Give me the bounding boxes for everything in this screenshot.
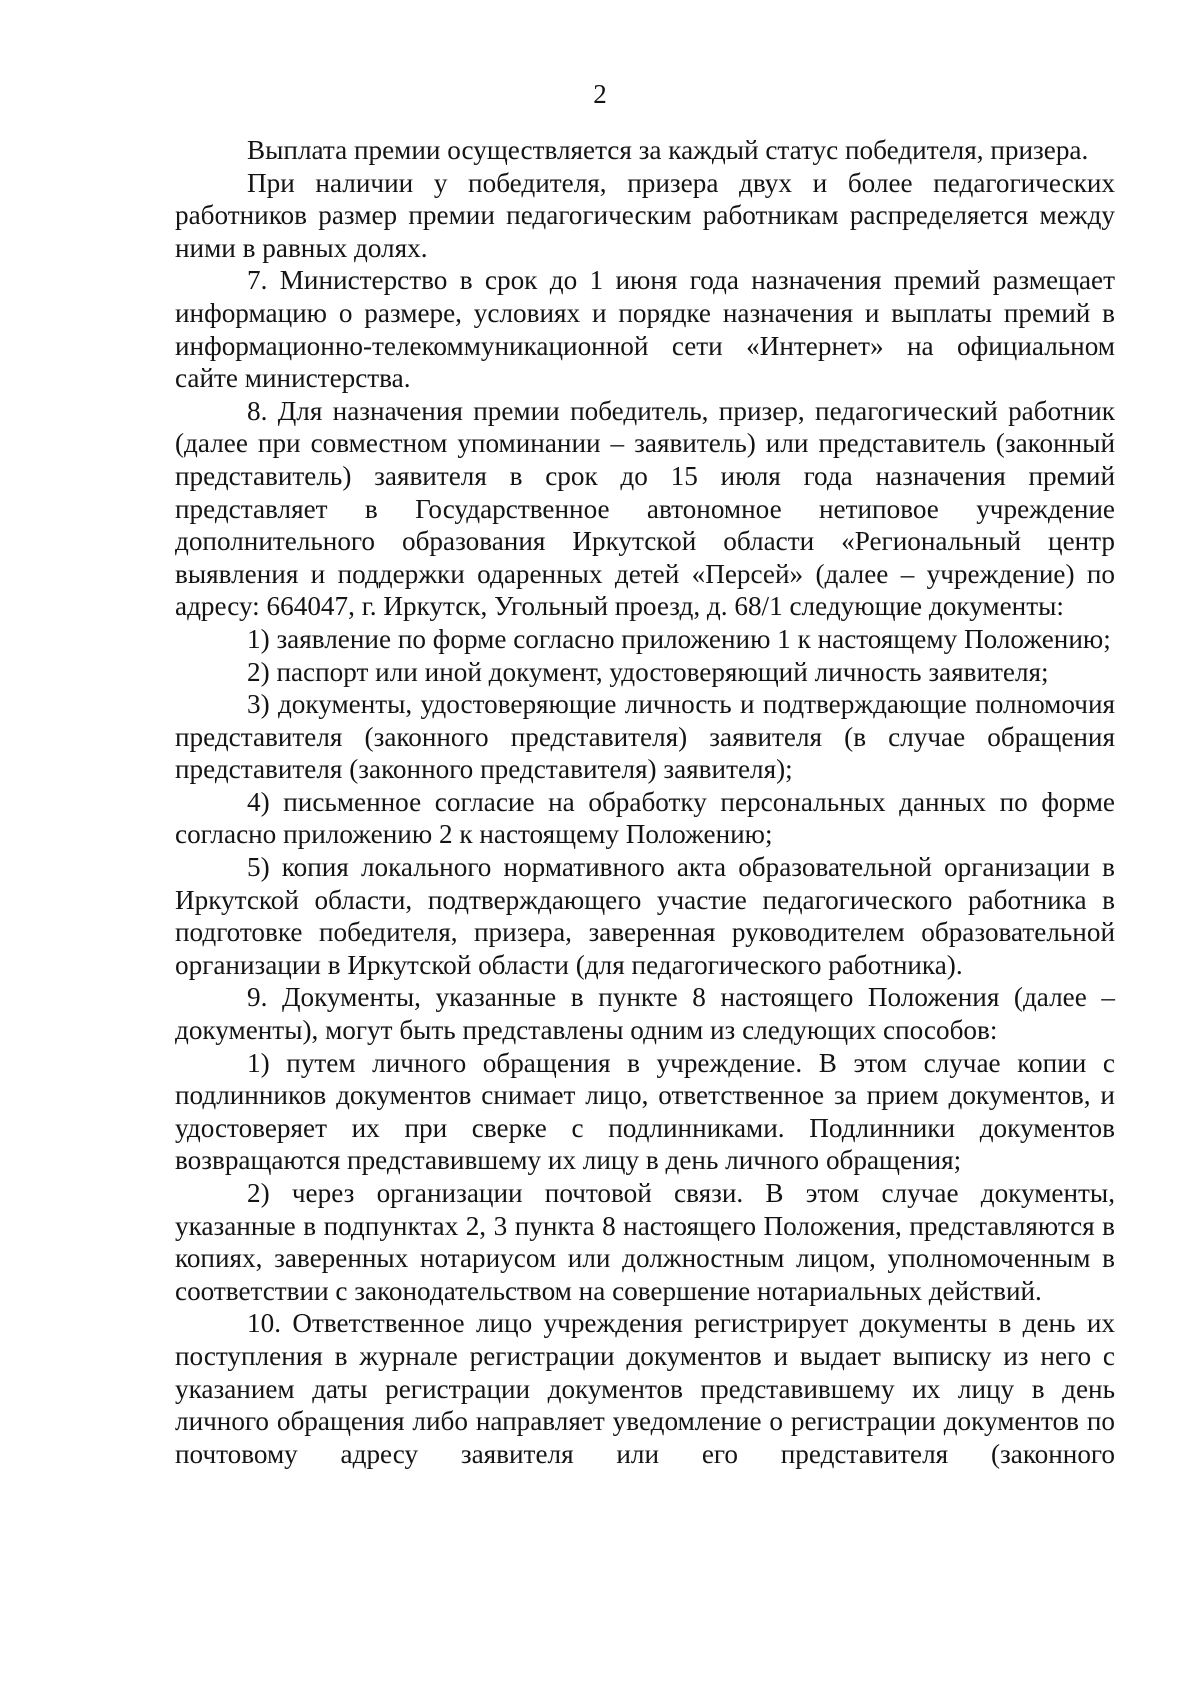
paragraph-item-8-sub-5: 5) копия локального нормативного акта образовательной организации в Иркутской области, подтверждающего участие педагогического работника в подготовке победителя, призера, заверенная руководителем образовательной организации в Иркутской области (для педагогического работника).	[175, 852, 1115, 980]
paragraph-premium-distribution: При наличии у победителя, призера двух и более педагогических работников размер премии педагогическим работникам распределяется между ними в равных долях.	[175, 167, 1115, 263]
paragraph-item-8-sub-3: 3) документы, удостоверяющие личность и подтверждающие полномочия представителя (законного представителя) заявителя (в случае обращения представителя (законного представителя) заявителя);	[175, 689, 1115, 785]
paragraph-item-9-sub-2: 2) через организации почтовой связи. В этом случае документы, указанные в подпунктах 2, 3 пункта 8 настоящего Положения, представляются в копиях, заверенных нотариусом или должностным лицом, уполномоченным в соответствии с законодательством на совершение нотариальных действий.	[175, 1178, 1115, 1306]
paragraph-item-8-sub-4: 4) письменное согласие на обработку персональных данных по форме согласно приложению 2 к настоящему Положению;	[175, 786, 1115, 850]
paragraph-item-9-sub-1: 1) путем личного обращения в учреждение. В этом случае копии с подлинников документов снимает лицо, ответственное за прием документов, и удостоверяет их при сверке с подлинниками. Подлинники документов возвращаются представившему их лицу в день личного обращения;	[175, 1047, 1115, 1176]
paragraph-item-8-sub-1: 1) заявление по форме согласно приложению 1 к настоящему Положению;	[247, 623, 1111, 654]
paragraph-item-10: 10. Ответственное лицо учреждения регистрирует документы в день их поступления в журнале регистрации документов и выдает выписку из него с указанием даты регистрации документов представившему их лицу в день личного обращения либо направляет уведомление о регистрации документов по почтовому адресу заявителя или его представителя (законного	[175, 1308, 1115, 1469]
document-body	[175, 134, 1115, 1470]
paragraph-premium-payment-status: Выплата премии осуществляется за каждый статус победителя, призера.	[247, 135, 1089, 165]
paragraph-item-7: 7. Министерство в срок до 1 июня года назначения премий размещает информацию о размере, условиях и порядке назначения и выплаты премий в информационно-телекоммуникационной сети «Интернет» на официальном сайте министерства.	[175, 265, 1115, 394]
paragraph-item-8-sub-2: 2) паспорт или иной документ, удостоверяющий личность заявителя;	[247, 656, 1049, 687]
paragraph-item-9: 9. Документы, указанные в пункте 8 настоящего Положения (далее – документы), могут быть представлены одним из следующих способов:	[175, 982, 1115, 1046]
page-number: 2	[593, 79, 607, 109]
paragraph-item-8: 8. Для назначения премии победитель, призер, педагогический работник (далее при совместном упоминании – заявитель) или представитель (законный представитель) заявителя в срок до 15 июля года назначения премий представляет в Государственное автономное нетиповое учреждение дополнительного образования Иркутской области «Региональный центр выявления и поддержки одаренных детей «Персей» (далее – учреждение) по адресу: 664047, г. Иркутск, Угольный проезд, д. 68/1 следующие документы:	[175, 395, 1115, 622]
